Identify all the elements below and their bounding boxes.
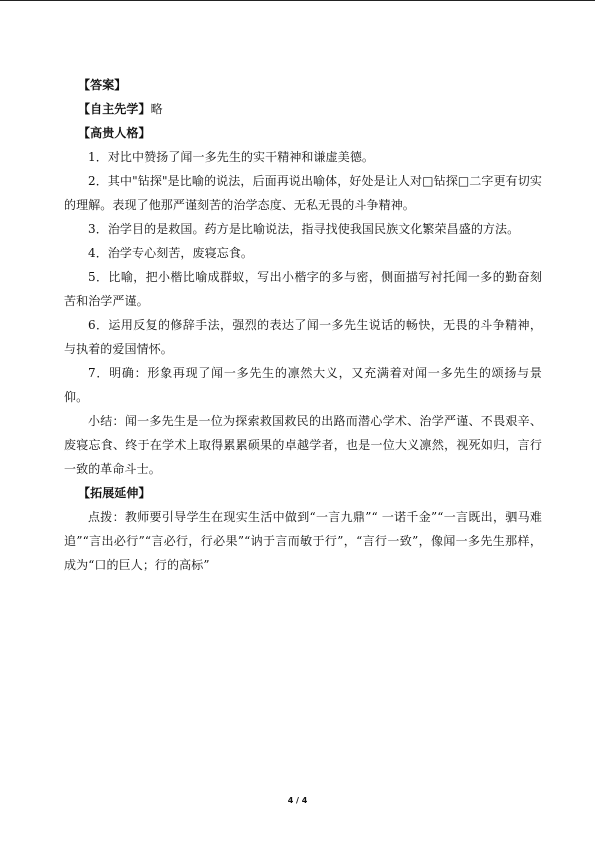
document-body [64,73,542,577]
page-number: 4 / 4 [287,796,308,805]
top-border-line [0,0,595,1]
answer-item-1: 1．对比中赞扬了闻一多先生的实干精神和谦虚美德。 [88,150,375,164]
extension-heading: 【拓展延伸】 [78,486,151,500]
self-study-line [64,97,542,121]
answer-item-7: 7．明确：形象再现了闻一多先生的凛然大义，又充满着对闻一多先生的颂扬与景仰。 [64,366,542,404]
extension-paragraph: 点拨：教师要引导学生在现实生活中做到“一言九鼎”“ 一诺千金”“一言既出，驷马难追”“言出必行”“言必行，行必果”“讷于言而敏于行”，“言行一致”，像闻一多先生那样，成为“口的巨人；行的高标” [64,510,542,572]
noble-character-heading: 【高贵人格】 [78,126,151,140]
self-study-answer: 略 [150,102,163,116]
answer-item-5: 5．比喻，把小楷比喻成群蚁，写出小楷字的多与密，侧面描写衬托闻一多的勤奋刻苦和治学严谨。 [64,270,542,308]
self-study-heading: 【自主先学】 [78,102,151,116]
answer-item-6: 6．运用反复的修辞手法，强烈的表达了闻一多先生说话的畅快，无畏的斗争精神，与执着的爱国情怀。 [64,318,542,356]
answer-item-4: 4．治学专心刻苦，废寝忘食。 [88,246,254,260]
answer-heading: 【答案】 [78,78,127,92]
answer-item-3: 3．治学目的是救国。药方是比喻说法，指寻找使我国民族文化繁荣昌盛的方法。 [88,222,520,236]
answer-item-2: 2．其中"钻探"是比喻的说法，后面再说出喻体，好处是让人对□钻探□二字更有切实的理解。表现了他那严谨刻苦的治学态度、无私无畏的斗争精神。 [64,174,542,212]
summary-paragraph: 小结：闻一多先生是一位为探索救国救民的出路而潜心学术、治学严谨、不畏艰辛、废寝忘食、终于在学术上取得累累硕果的卓越学者，也是一位大义凛然，视死如归，言行一致的革命斗士。 [64,414,542,476]
